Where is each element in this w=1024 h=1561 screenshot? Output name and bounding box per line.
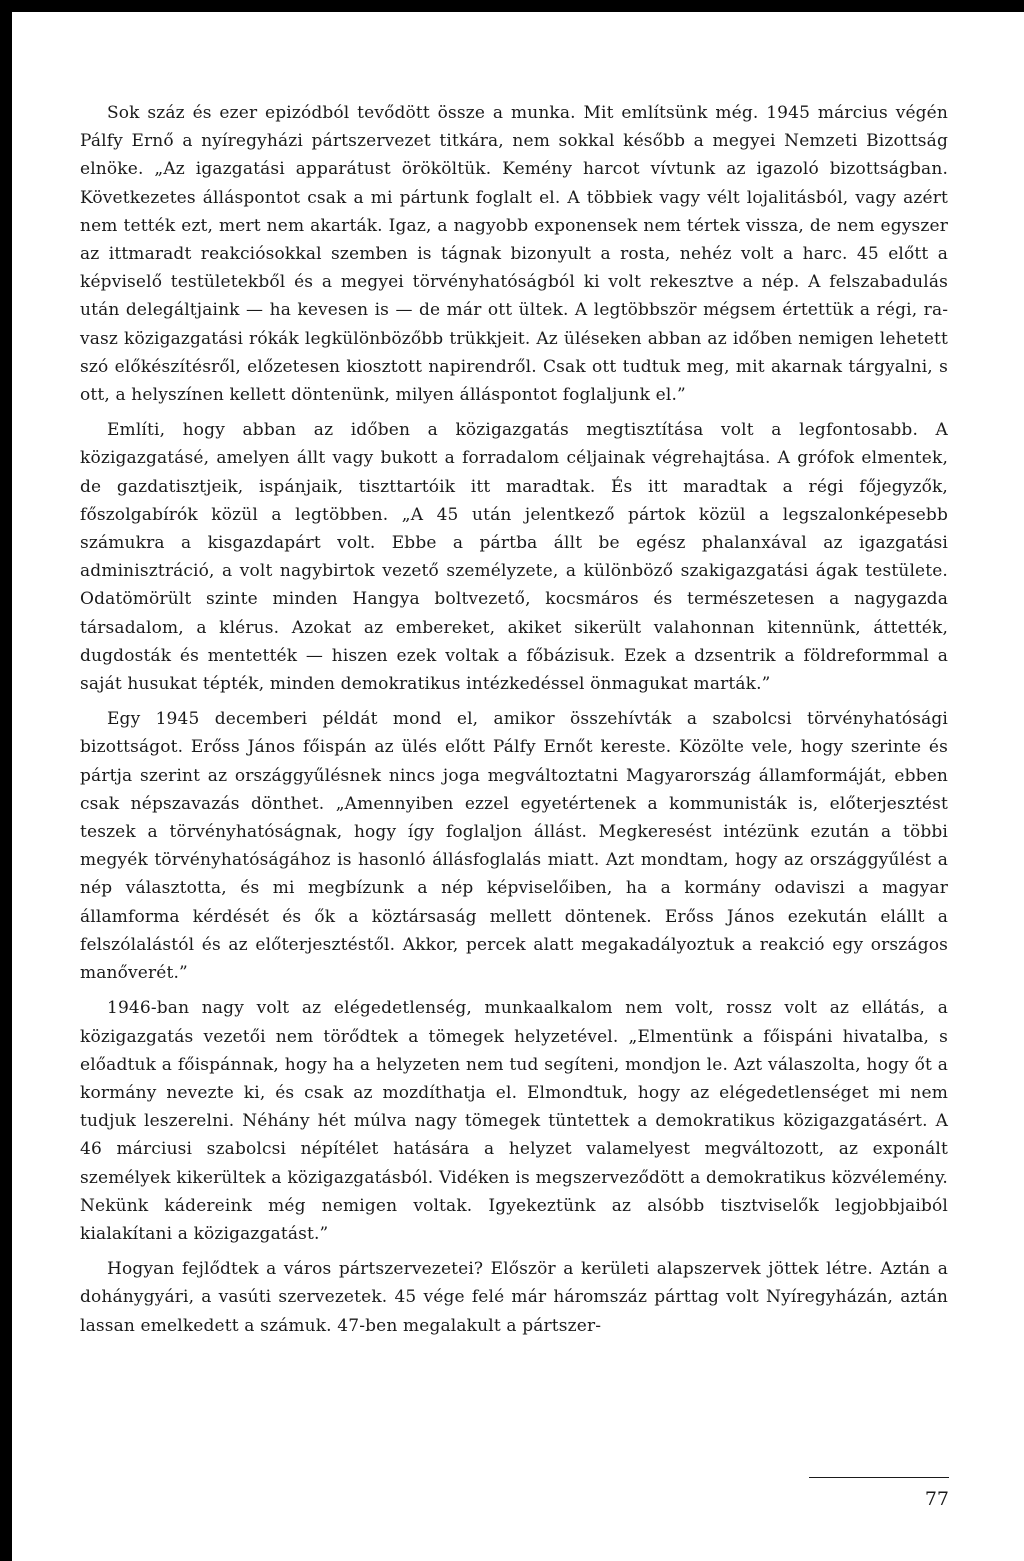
body-text	[80, 99, 948, 1340]
paragraph-2: Említi, hogy abban az időben a közigazgatás megtisztítása volt a legfontosabb. A közigazgatásé, amelyen állt vagy bukott a forradalom céljainak végrehajtása. A grófok elmentek, de gazdatisztjeik, ispánjaik, tiszttartóik itt maradtak. És itt maradtak a régi főjegyzők, főszolgabírók közül a legtöbben. „A 45 után jelentkező pártok közül a legszalonképesebb számukra a kisgazdapárt volt. Ebbe a pártba állt be egész phalanxával az igazgatási adminisztráció, a volt nagybirtok vezető személyzete, a különböző szakigazgatási ágak testülete. Odatömörült szinte minden Hangya boltvezető, kocsmáros és természetesen a nagygazda társadalom, a klérus. Azokat az embereket, akiket sikerült valahonnan kitennünk, áttették, dugdosták és mentették — hiszen ezek voltak a főbázisuk. Ezek a dzsentrik a földreformmal a saját husukat tépték, minden demokratikus intézkedéssel önmagukat marták.”	[80, 420, 948, 695]
footer-rule	[809, 1477, 949, 1478]
paragraph-3: Egy 1945 decemberi példát mond el, amikor összehívták a szabolcsi törvényhatósági bizottságot. Erőss János főispán az ülés előtt Pálfy Ernőt kereste. Közölte vele, hogy szerinte és pártja szerint az országgyűlésnek nincs joga megváltoztatni Magyarország államformáját, ebben csak népszavazás dönthet. „Amennyiben ezzel egyetértenek a kommunisták is, előterjesztést teszek a törvényhatóságnak, hogy így foglaljon állást. Megkeresést intézünk ezután a többi megyék törvényhatóságához is hasonló állásfoglalás miatt. Azt mondtam, hogy az országgyűlést a nép választotta, és mi megbízunk a nép képviselőiben, ha a kormány odaviszi a magyar államforma kérdését és ők a köztársaság mellett döntenek. Erőss János ezekután elállt a felszólalástól és az előterjesztéstől. Akkor, percek alatt megakadályoztuk a reakció egy országos manőverét.”	[80, 709, 948, 984]
paragraph-5: Hogyan fejlődtek a város pártszervezetei? Először a kerületi alapszervek jöttek létre. Aztán a dohánygyári, a vasúti szervezetek. 45 vége felé már háromszáz párttag volt Nyíregyházán, aztán lassan emelkedett a számuk. 47-ben megalakult a pártszer-	[80, 1259, 948, 1336]
paragraph-1: Sok száz és ezer epizódból tevődött össze a munka. Mit említsünk még. 1945 március végén Pálfy Ernő a nyíregyházi pártszervezet titkára, nem sokkal később a megyei Nemzeti Bizottság elnöke. „Az igazgatási apparátust örököltük. Kemény harcot vívtunk az igazoló bizottságban. Következetes álláspontot csak a mi pártunk foglalt el. A többiek vagy vélt lojalitásból, vagy azért nem tették ezt, mert nem akarták. Igaz, a nagyobb exponensek nem tértek vissza, de nem egyszer az ittmaradt reakciósokkal szemben is tágnak bizonyult a rosta, nehéz volt a harc. 45 előtt a képviselő testületekből és a megyei törvényhatóságból ki volt rekesztve a nép. A felszabadulás után delegáltjaink — ha kevesen is — de már ott ültek. A legtöbbször mégsem értettük a régi, ravasz közigazgatási rókák legkülönbözőbb trükkjeit. Az üléseken abban az időben nemigen lehetett szó előkészítésről, előzetesen kiosztott napirendről. Csak ott tudtuk meg, mit akarnak tárgyalni, s ott, a helyszínen kellett döntenünk, milyen álláspontot foglaljunk el.”	[80, 103, 948, 406]
paragraph-4: 1946-ban nagy volt az elégedetlenség, munkaalkalom nem volt, rossz volt az ellátás, a közigazgatás vezetői nem törődtek a tömegek helyzetével. „Elmentünk a főispáni hivatalba, s előadtuk a főispánnak, hogy ha a helyzeten nem tud segíteni, mondjon le. Azt válaszolta, hogy őt a kormány nevezte ki, és csak az mozdíthatja el. Elmondtuk, hogy az elégedetlenséget mi nem tudjuk leszerelni. Néhány hét múlva nagy tömegek tüntettek a demokratikus közigazgatásért. A 46 márciusi szabolcsi népítélet hatására a helyzet valamelyest megváltozott, az exponált személyek kikerültek a közigazgatásból. Vidéken is megszerveződött a demokratikus közvélemény. Nekünk kádereink még nemigen voltak. Igyekeztünk az alsóbb tisztviselők legjobbjaiból kialakítani a közigazgatást.”	[80, 998, 948, 1244]
book-page	[12, 12, 1024, 1561]
page-number: 77	[924, 1488, 949, 1510]
